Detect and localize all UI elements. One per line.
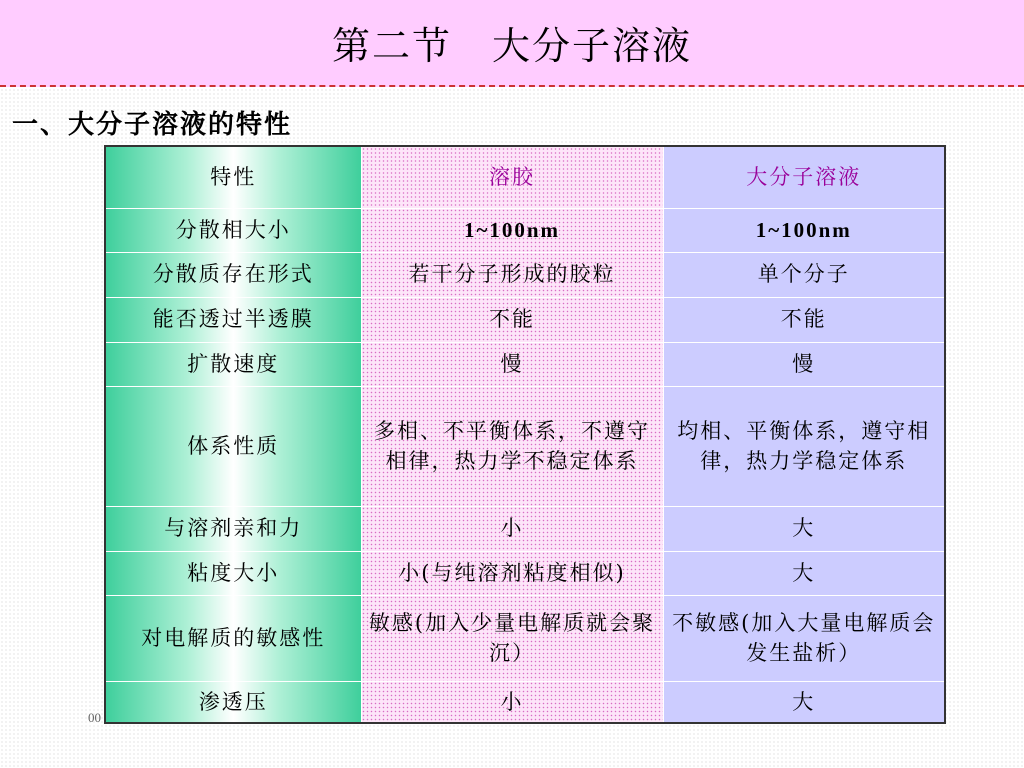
table-row bbox=[105, 342, 945, 386]
macromolecule-value: 大 bbox=[663, 551, 945, 595]
page-number-fragment: 00 bbox=[88, 710, 101, 725]
row-label: 扩散速度 bbox=[105, 342, 361, 386]
header-property: 特性 bbox=[105, 146, 361, 208]
macromolecule-value: 不能 bbox=[663, 297, 945, 342]
sol-value: 敏感(加入少量电解质就会聚沉） bbox=[361, 595, 663, 681]
row-label: 分散质存在形式 bbox=[105, 252, 361, 297]
macromolecule-value: 大 bbox=[663, 681, 945, 723]
table-row bbox=[105, 297, 945, 342]
sol-value: 小 bbox=[361, 681, 663, 723]
table-header-row bbox=[105, 146, 945, 208]
sol-value: 不能 bbox=[361, 297, 663, 342]
sol-value: 多相、不平衡体系，不遵守相律，热力学不稳定体系 bbox=[361, 386, 663, 506]
row-label: 分散相大小 bbox=[105, 208, 361, 252]
macromolecule-value: 慢 bbox=[663, 342, 945, 386]
sol-value: 慢 bbox=[361, 342, 663, 386]
slide-title: 第二节 大分子溶液 bbox=[331, 24, 692, 68]
row-label: 体系性质 bbox=[105, 386, 361, 506]
row-label: 与溶剂亲和力 bbox=[105, 506, 361, 551]
table-row bbox=[105, 252, 945, 297]
sol-value: 若干分子形成的胶粒 bbox=[361, 252, 663, 297]
row-label: 对电解质的敏感性 bbox=[105, 595, 361, 681]
macromolecule-value: 均相、平衡体系，遵守相律，热力学稳定体系 bbox=[663, 386, 945, 506]
macromolecule-value: 大 bbox=[663, 506, 945, 551]
macromolecule-value: 单个分子 bbox=[663, 252, 945, 297]
table-row bbox=[105, 506, 945, 551]
sol-value: 小(与纯溶剂粘度相似) bbox=[361, 551, 663, 595]
macromolecule-value: 不敏感(加入大量电解质会发生盐析） bbox=[663, 595, 945, 681]
row-label: 能否透过半透膜 bbox=[105, 297, 361, 342]
header-sol: 溶胶 bbox=[361, 146, 663, 208]
sol-value: 小 bbox=[361, 506, 663, 551]
macromolecule-value: 1~100nm bbox=[663, 208, 945, 252]
table-row bbox=[105, 595, 945, 681]
row-label: 粘度大小 bbox=[105, 551, 361, 595]
row-label: 渗透压 bbox=[105, 681, 361, 723]
table-row bbox=[105, 551, 945, 595]
table-row bbox=[105, 681, 945, 723]
section-subtitle: 一、大分子溶液的特性 bbox=[12, 110, 293, 140]
header-macromolecule-solution: 大分子溶液 bbox=[663, 146, 945, 208]
properties-table bbox=[104, 145, 946, 724]
sol-value: 1~100nm bbox=[361, 208, 663, 252]
title-bar bbox=[0, 0, 1024, 87]
table-row bbox=[105, 208, 945, 252]
table-row bbox=[105, 386, 945, 506]
